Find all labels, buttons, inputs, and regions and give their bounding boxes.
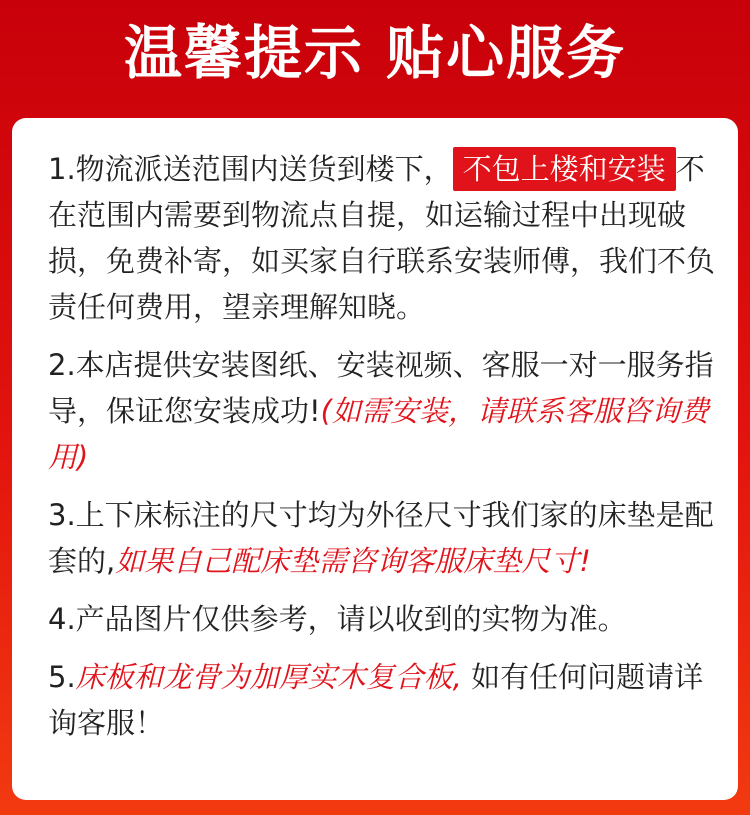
notice-item-4	[48, 596, 718, 642]
notice-item-1-text: 1.物流派送范围内送货到楼下，	[48, 152, 453, 186]
notice-item-2-highlight: (如需安装，请联系客服咨询费用)	[48, 394, 709, 474]
page-title: 温馨提示 贴心服务	[123, 19, 627, 87]
notice-item-5-rest: 如有任何问题请详询客服！	[48, 660, 704, 740]
notice-item-4-text: 4.产品图片仅供参考，请以收到的实物为准。	[48, 602, 627, 636]
notice-item-2-text: 2.本店提供安装图纸、安装视频、客服一对一服务指导，保证您安装成功!	[48, 348, 714, 428]
notice-item-5-num: 5.	[48, 660, 76, 694]
notice-item-3-highlight: 如果自己配床垫需咨询客服床垫尺寸!	[115, 544, 591, 578]
header	[0, 0, 750, 106]
notice-item-5	[48, 654, 718, 746]
no-install-tag: 不包上楼和安装	[453, 147, 676, 191]
notice-item-2	[48, 342, 718, 480]
notice-item-1	[48, 146, 718, 330]
notice-item-3	[48, 492, 718, 584]
notice-item-3-text: 3.上下床标注的尺寸均为外径尺寸我们家的床垫是配套的,	[48, 498, 714, 578]
notice-item-1-rest: 不在范围内需要到物流点自提，如运输过程中出现破损，免费补寄，如买家自行联系安装师傅，我们不负责任何费用，望亲理解知晓。	[48, 152, 716, 324]
notice-card	[12, 118, 738, 800]
notice-item-5-highlight: 床板和龙骨为加厚实木复合板,	[75, 660, 462, 694]
notice-content	[48, 146, 718, 758]
